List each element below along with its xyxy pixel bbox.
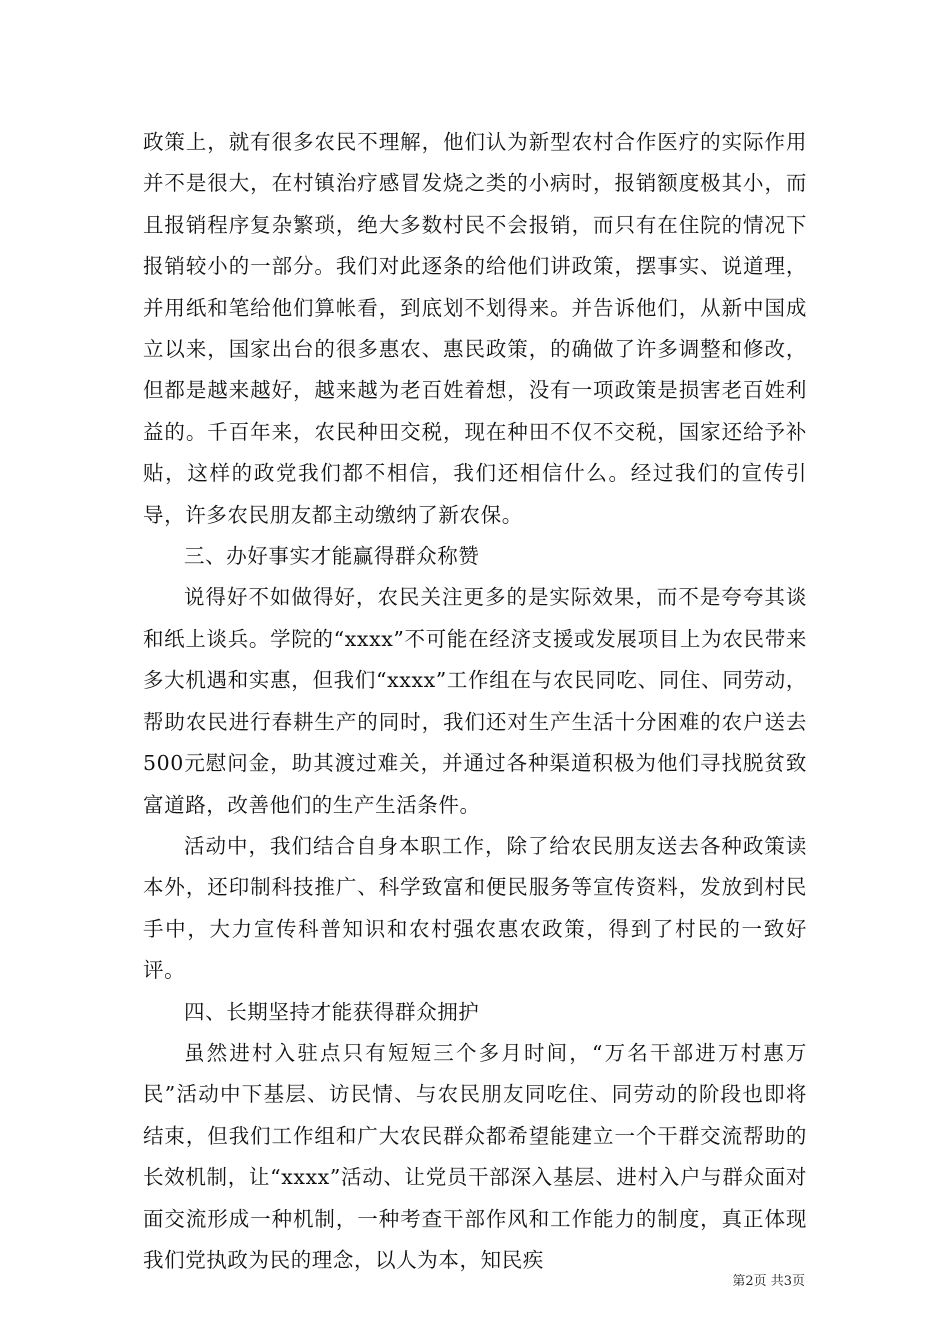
page-number: 第2页 共3页 bbox=[732, 1274, 805, 1289]
paragraph-3: 说得好不如做得好，农民关注更多的是实际效果，而不是夸夸其谈和纸上谈兵。学院的“xxxx”不可能在经济支援或发展项目上为农民带来多大机遇和实惠，但我们“xxxx”工作组在与农民同吃、同住、同劳动，帮助农民进行春耕生产的同时，我们还对生产生活十分困难的农户送去500元慰问金，助其渡过难关，并通过各种渠道积极为他们寻找脱贫致富道路，改善他们的生产生活条件。 bbox=[143, 585, 807, 817]
body-text bbox=[143, 122, 807, 1281]
section-heading-4: 四、长期坚持才能获得群众拥护 bbox=[184, 999, 480, 1024]
paragraph-6: 虽然进村入驻点只有短短三个多月时间，“万名干部进万村惠万民”活动中下基层、访民情、与农民朋友同吃住、同劳动的阶段也即将结束，但我们工作组和广大农民群众都希望能建立一个干群交流帮助的长效机制，让“xxxx”活动、让党员干部深入基层、进村入户与群众面对面交流形成一种机制，一种考查干部作风和工作能力的制度，真正体现我们党执政为民的理念，以人为本，知民疾 bbox=[143, 1040, 807, 1272]
section-heading-3: 三、办好事实才能赢得群众称赞 bbox=[184, 544, 480, 569]
paragraph-4: 活动中，我们结合自身本职工作，除了给农民朋友送去各种政策读本外，还印制科技推广、科学致富和便民服务等宣传资料，发放到村民手中，大力宣传科普知识和农村强农惠农政策，得到了村民的一致好评。 bbox=[143, 833, 807, 983]
paragraph-1: 政策上，就有很多农民不理解，他们认为新型农村合作医疗的实际作用并不是很大，在村镇治疗感冒发烧之类的小病时，报销额度极其小，而且报销程序复杂繁琐，绝大多数村民不会报销，而只有在住院的情况下报销较小的一部分。我们对此逐条的给他们讲政策，摆事实、说道理，并用纸和笔给他们算帐看，到底划不划得来。并告诉他们，从新中国成立以来，国家出台的很多惠农、惠民政策，的确做了许多调整和修改，但都是越来越好，越来越为老百姓着想，没有一项政策是损害老百姓利益的。千百年来，农民种田交税，现在种田不仅不交税，国家还给予补贴，这样的政党我们都不相信，我们还相信什么。经过我们的宣传引导，许多农民朋友都主动缴纳了新农保。 bbox=[143, 130, 807, 527]
